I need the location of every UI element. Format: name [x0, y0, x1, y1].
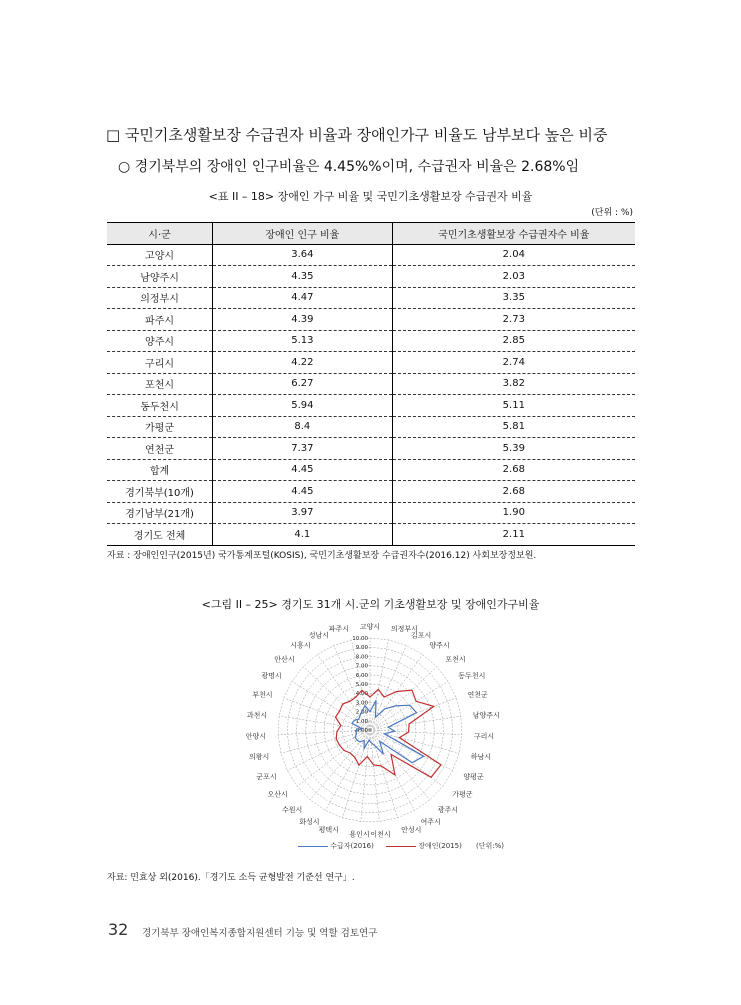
- table-cell: 고양시: [107, 244, 213, 266]
- axis-tick-label: 6.00: [355, 672, 368, 679]
- category-label: 안양시: [245, 732, 267, 741]
- table-cell: 2.68: [392, 459, 635, 481]
- table-cell: 7.37: [213, 438, 393, 460]
- table-row: [107, 502, 635, 524]
- table-row: [107, 395, 635, 417]
- table-cell: 2.11: [392, 524, 635, 546]
- table-header-cell: 국민기초생활보장 수급권자수 비율: [392, 223, 635, 245]
- table-caption: <표 II – 18> 장애인 가구 비율 및 국민기초생활보장 수급권자 비율: [208, 190, 533, 203]
- legend-line-2: [386, 846, 416, 847]
- table-cell: 8.4: [213, 416, 393, 438]
- table-cell: 포천시: [107, 373, 213, 395]
- axis-tick-label: 8.00: [355, 654, 368, 661]
- legend-series-2: [386, 841, 462, 851]
- table-cell: 2.85: [392, 330, 635, 352]
- category-label: 성남시: [308, 631, 329, 640]
- axis-tick-label: 7.00: [355, 663, 368, 670]
- table-cell: 3.97: [213, 502, 393, 524]
- figure-source: 자료: 민효상 외(2016).「경기도 소득 균형발전 기준선 연구」.: [107, 873, 355, 883]
- table-cell: 동두천시: [107, 395, 213, 417]
- category-label: 군포시: [256, 772, 277, 781]
- category-label: 양평군: [463, 772, 484, 781]
- table-cell: 4.22: [213, 352, 393, 374]
- legend-series-1: [298, 841, 374, 851]
- category-label: 광주시: [437, 805, 458, 814]
- table-cell: 3.35: [392, 287, 635, 309]
- table-row: [107, 330, 635, 352]
- category-label: 여주시: [420, 817, 441, 826]
- table-header-cell: 장애인 인구 비율: [213, 223, 393, 245]
- category-label: 평택시: [318, 826, 339, 835]
- footer-title: 경기북부 장애인복지종합지원센터 기능 및 역할 검토연구: [142, 928, 378, 939]
- table-row: [107, 352, 635, 374]
- grid-spoke: [343, 730, 371, 818]
- category-label: 용인시: [349, 830, 370, 839]
- table-cell: 5.13: [213, 330, 393, 352]
- table-cell: 2.04: [392, 244, 635, 266]
- axis-tick-label: 9.00: [355, 645, 368, 652]
- category-label: 연천군: [467, 690, 488, 699]
- category-label: 구리시: [473, 732, 495, 741]
- table-cell: 1.90: [392, 502, 635, 524]
- table-cell: 2.73: [392, 309, 635, 331]
- table-row: [107, 309, 635, 331]
- category-label: 파주시: [328, 625, 350, 634]
- section-heading: □ 국민기초생활보장 수급권자 비율과 장애인가구 비율도 남부보다 높은 비중: [106, 126, 608, 144]
- legend-label-2: 장애인(2015): [418, 842, 462, 850]
- table-cell: 4.39: [213, 309, 393, 331]
- table-source: 자료 : 장애인인구(2015년) 국가통계포털(KOSIS), 국민기초생활보장 수급권자수(2016.12) 사회보장정보원.: [107, 551, 537, 561]
- legend-line-1: [298, 846, 328, 847]
- table-row: [107, 459, 635, 481]
- category-label: 이천시: [370, 830, 391, 839]
- table-row: [107, 287, 635, 309]
- table-cell: 6.27: [213, 373, 393, 395]
- grid-spoke: [310, 730, 370, 800]
- table-header-cell: 시·군: [107, 223, 213, 245]
- table-cell: 3.64: [213, 244, 393, 266]
- grid-spoke: [370, 716, 461, 730]
- table-cell: 2.68: [392, 481, 635, 503]
- table-cell: 4.47: [213, 287, 393, 309]
- section-subheading: ○ 경기북부의 장애인 인구비율은 4.45%%이며, 수급권자 비율은 2.68%임: [118, 159, 580, 175]
- table-row: [107, 524, 635, 546]
- table-cell: 의정부시: [107, 287, 213, 309]
- category-label: 김포시: [411, 631, 432, 640]
- table-unit: (단위 : %): [591, 208, 633, 218]
- category-label: 안성시: [401, 826, 422, 835]
- category-label: 부천시: [252, 690, 273, 699]
- page-number: 32: [108, 920, 129, 939]
- legend-unit: (단위:%): [476, 842, 504, 850]
- category-label: 고양시: [359, 623, 381, 631]
- axis-tick-label: 5.00: [355, 682, 368, 688]
- category-label: 화성시: [299, 817, 320, 826]
- table-cell: 3.82: [392, 373, 635, 395]
- table-cell: 남양주시: [107, 266, 213, 288]
- grid-spoke: [370, 730, 379, 822]
- table-row: [107, 266, 635, 288]
- table-cell: 연천군: [107, 438, 213, 460]
- table-cell: 2.03: [392, 266, 635, 288]
- category-label: 하남시: [470, 753, 491, 762]
- axis-tick-label: 3.00: [355, 700, 368, 707]
- grid-spoke: [297, 730, 370, 786]
- table-cell: 구리시: [107, 352, 213, 374]
- axis-tick-label: 4.00: [355, 691, 368, 698]
- table-cell: 5.11: [392, 395, 635, 417]
- table-cell: 5.94: [213, 395, 393, 417]
- table-cell: 5.39: [392, 438, 635, 460]
- table-cell: 4.1: [213, 524, 393, 546]
- legend-label-1: 수급자(2016): [330, 842, 374, 850]
- table-cell: 경기남부(21개): [107, 502, 213, 524]
- table-row: [107, 481, 635, 503]
- category-label: 광명시: [261, 672, 282, 680]
- table-row: [107, 244, 635, 266]
- table-row: [107, 373, 635, 395]
- table-cell: 합계: [107, 459, 213, 481]
- category-label: 의왕시: [249, 753, 270, 762]
- grid-spoke: [370, 640, 389, 730]
- category-label: 남양주시: [472, 711, 500, 720]
- table-header-row: [107, 223, 635, 245]
- table-row: [107, 416, 635, 438]
- grid-spoke: [361, 730, 370, 822]
- table-cell: 경기북부(10개): [107, 481, 213, 503]
- grid-spoke: [370, 667, 437, 730]
- axis-tick-label: 10.00: [352, 636, 368, 642]
- figure-caption: <그림 II – 25> 경기도 31개 시.군의 기초생활보장 및 장애인가구비율: [201, 598, 540, 611]
- category-label: 수원시: [282, 805, 303, 814]
- axis-tick-label: 2.00: [355, 709, 368, 716]
- table-cell: 4.35: [213, 266, 393, 288]
- category-label: 포천시: [445, 655, 466, 664]
- table-cell: 양주시: [107, 330, 213, 352]
- table-cell: 4.45: [213, 459, 393, 481]
- grid-spoke: [287, 730, 370, 771]
- axis-tick-label: 0.00: [355, 728, 368, 734]
- category-label: 과천시: [246, 711, 268, 720]
- axis-tick-label: 1.00: [355, 718, 368, 725]
- table-row: [107, 438, 635, 460]
- table-cell: 가평군: [107, 416, 213, 438]
- data-table: [107, 222, 635, 546]
- category-label: 의정부시: [390, 625, 418, 634]
- category-label: 시흥시: [290, 641, 311, 650]
- category-label: 오산시: [267, 790, 288, 799]
- category-label: 가평군: [452, 790, 473, 799]
- category-label: 양주시: [429, 641, 450, 650]
- table-cell: 2.74: [392, 352, 635, 374]
- category-label: 동두천시: [458, 672, 486, 680]
- table-cell: 파주시: [107, 309, 213, 331]
- table-cell: 4.45: [213, 481, 393, 503]
- table-cell: 5.81: [392, 416, 635, 438]
- table-cell: 경기도 전체: [107, 524, 213, 546]
- radar-chart: [190, 620, 550, 840]
- category-label: 안산시: [274, 655, 295, 664]
